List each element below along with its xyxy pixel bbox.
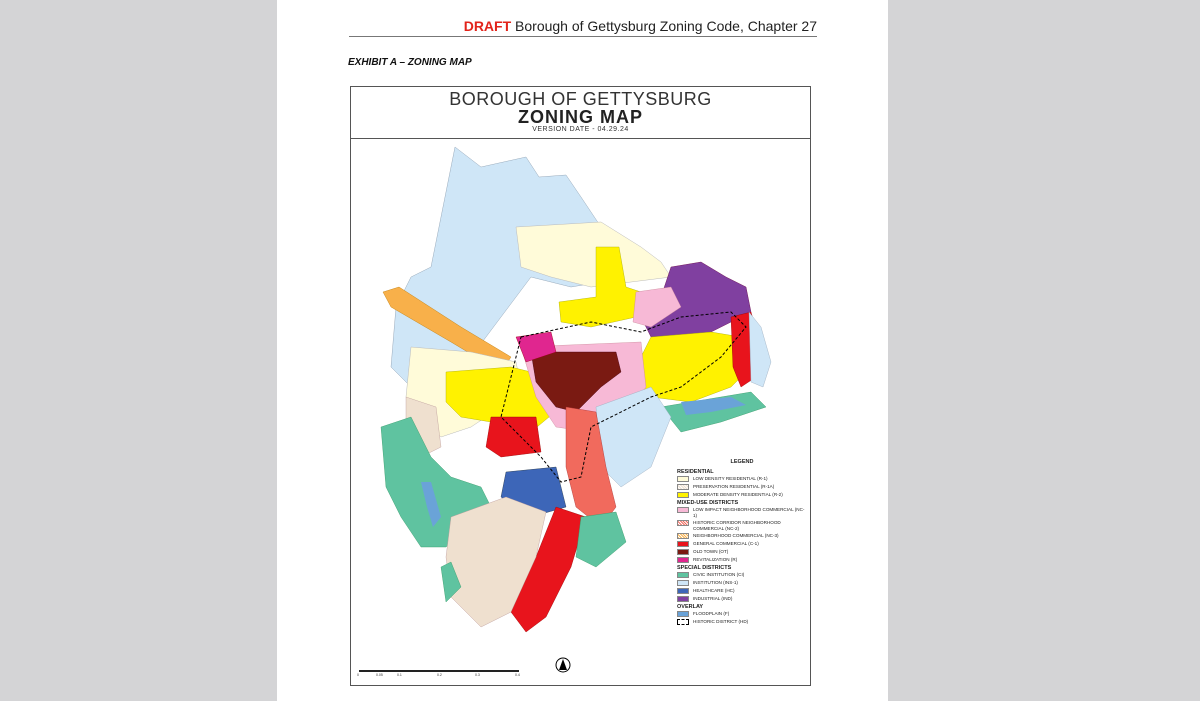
document-page	[277, 0, 888, 701]
legend-label: OLD TOWN (OT)	[693, 549, 729, 555]
legend-item	[677, 549, 807, 555]
legend-item	[677, 541, 807, 547]
legend-item	[677, 572, 807, 578]
legend-swatch	[677, 557, 689, 563]
legend-item	[677, 533, 807, 539]
legend-label: INSTITUTION (INS-1)	[693, 580, 738, 586]
legend-swatch	[677, 619, 689, 625]
legend-item	[677, 557, 807, 563]
legend-label: LOW DENSITY RESIDENTIAL (R-1)	[693, 476, 768, 481]
legend-item	[677, 476, 807, 482]
legend-label: HISTORIC DISTRICT (HD)	[693, 619, 749, 625]
legend-label: NEIGHBORHOOD COMMERCIAL (NC-3)	[693, 533, 779, 539]
legend-section-overlay: OVERLAY	[677, 604, 704, 611]
legend-section-special: SPECIAL DISTRICTS	[677, 565, 732, 572]
zoning-map-frame	[350, 86, 811, 686]
scale-tick: 0.2	[437, 673, 442, 677]
legend-label: GENERAL COMMERCIAL (C-1)	[693, 541, 759, 547]
zone-ins-east	[749, 312, 771, 387]
legend-label: PRESERVATION RESIDENTIAL (R-1A)	[693, 484, 775, 489]
legend-swatch	[677, 507, 689, 513]
map-title-main: ZONING MAP	[518, 107, 643, 127]
legend-swatch	[677, 533, 689, 539]
legend-item	[677, 520, 807, 531]
legend-label: FLOODPLAIN (F)	[693, 611, 730, 617]
legend-item	[677, 507, 807, 518]
exhibit-heading: EXHIBIT A – ZONING MAP	[348, 57, 472, 68]
scale-tick: 0	[357, 673, 359, 677]
legend-swatch	[677, 596, 689, 602]
legend-label: HEALTHCARE (HC)	[693, 588, 735, 594]
legend-label: HISTORIC CORRIDOR NEIGHBORHOOD COMMERCIAL (NC-2)	[693, 520, 781, 531]
legend-label: LOW IMPACT NEIGHBORHOOD COMMERCIAL (NC-1)	[693, 507, 805, 518]
legend-section-residential: RESIDENTIAL	[677, 469, 714, 475]
legend-swatch	[677, 588, 689, 594]
legend-label: REVITALIZATION (R)	[693, 557, 738, 563]
legend-item	[677, 580, 807, 586]
scale-tick: 0.4	[515, 673, 520, 677]
scale-tick: 0.05	[376, 673, 383, 677]
legend-section-mixed-use: MIXED-USE DISTRICTS	[677, 500, 739, 506]
map-legend	[677, 459, 807, 627]
draft-label: DRAFT	[463, 18, 512, 34]
legend-label: MODERATE DENSITY RESIDENTIAL (R-2)	[693, 492, 783, 497]
zone-civic-south	[576, 512, 626, 567]
legend-swatch	[677, 476, 689, 482]
legend-swatch	[677, 549, 689, 555]
legend-label: INDUSTRIAL (IND)	[693, 596, 733, 602]
legend-item	[677, 596, 807, 602]
legend-label: CIVIC INSTITUTION (CI)	[693, 572, 745, 578]
legend-swatch	[677, 484, 689, 490]
map-version-date: VERSION DATE - 04.29.24	[532, 126, 629, 133]
legend-title: LEGEND	[730, 459, 754, 465]
legend-swatch	[677, 572, 689, 578]
legend-swatch	[677, 611, 689, 617]
legend-swatch	[677, 580, 689, 586]
scale-tick: 0.3	[475, 673, 480, 677]
legend-swatch	[677, 520, 689, 526]
page-header	[349, 18, 817, 37]
scale-tick: 0.1	[397, 673, 402, 677]
zone-c1-west	[486, 417, 541, 457]
legend-item	[677, 588, 807, 594]
header-title: Borough of Gettysburg Zoning Code, Chapter 27	[515, 18, 817, 34]
legend-item	[677, 484, 807, 490]
legend-item	[677, 611, 807, 617]
north-arrow-icon	[556, 658, 570, 672]
legend-swatch	[677, 541, 689, 547]
legend-item	[677, 492, 807, 498]
legend-item	[677, 619, 807, 625]
map-title-borough: BOROUGH OF GETTYSBURG	[449, 89, 712, 109]
legend-swatch	[677, 492, 689, 498]
